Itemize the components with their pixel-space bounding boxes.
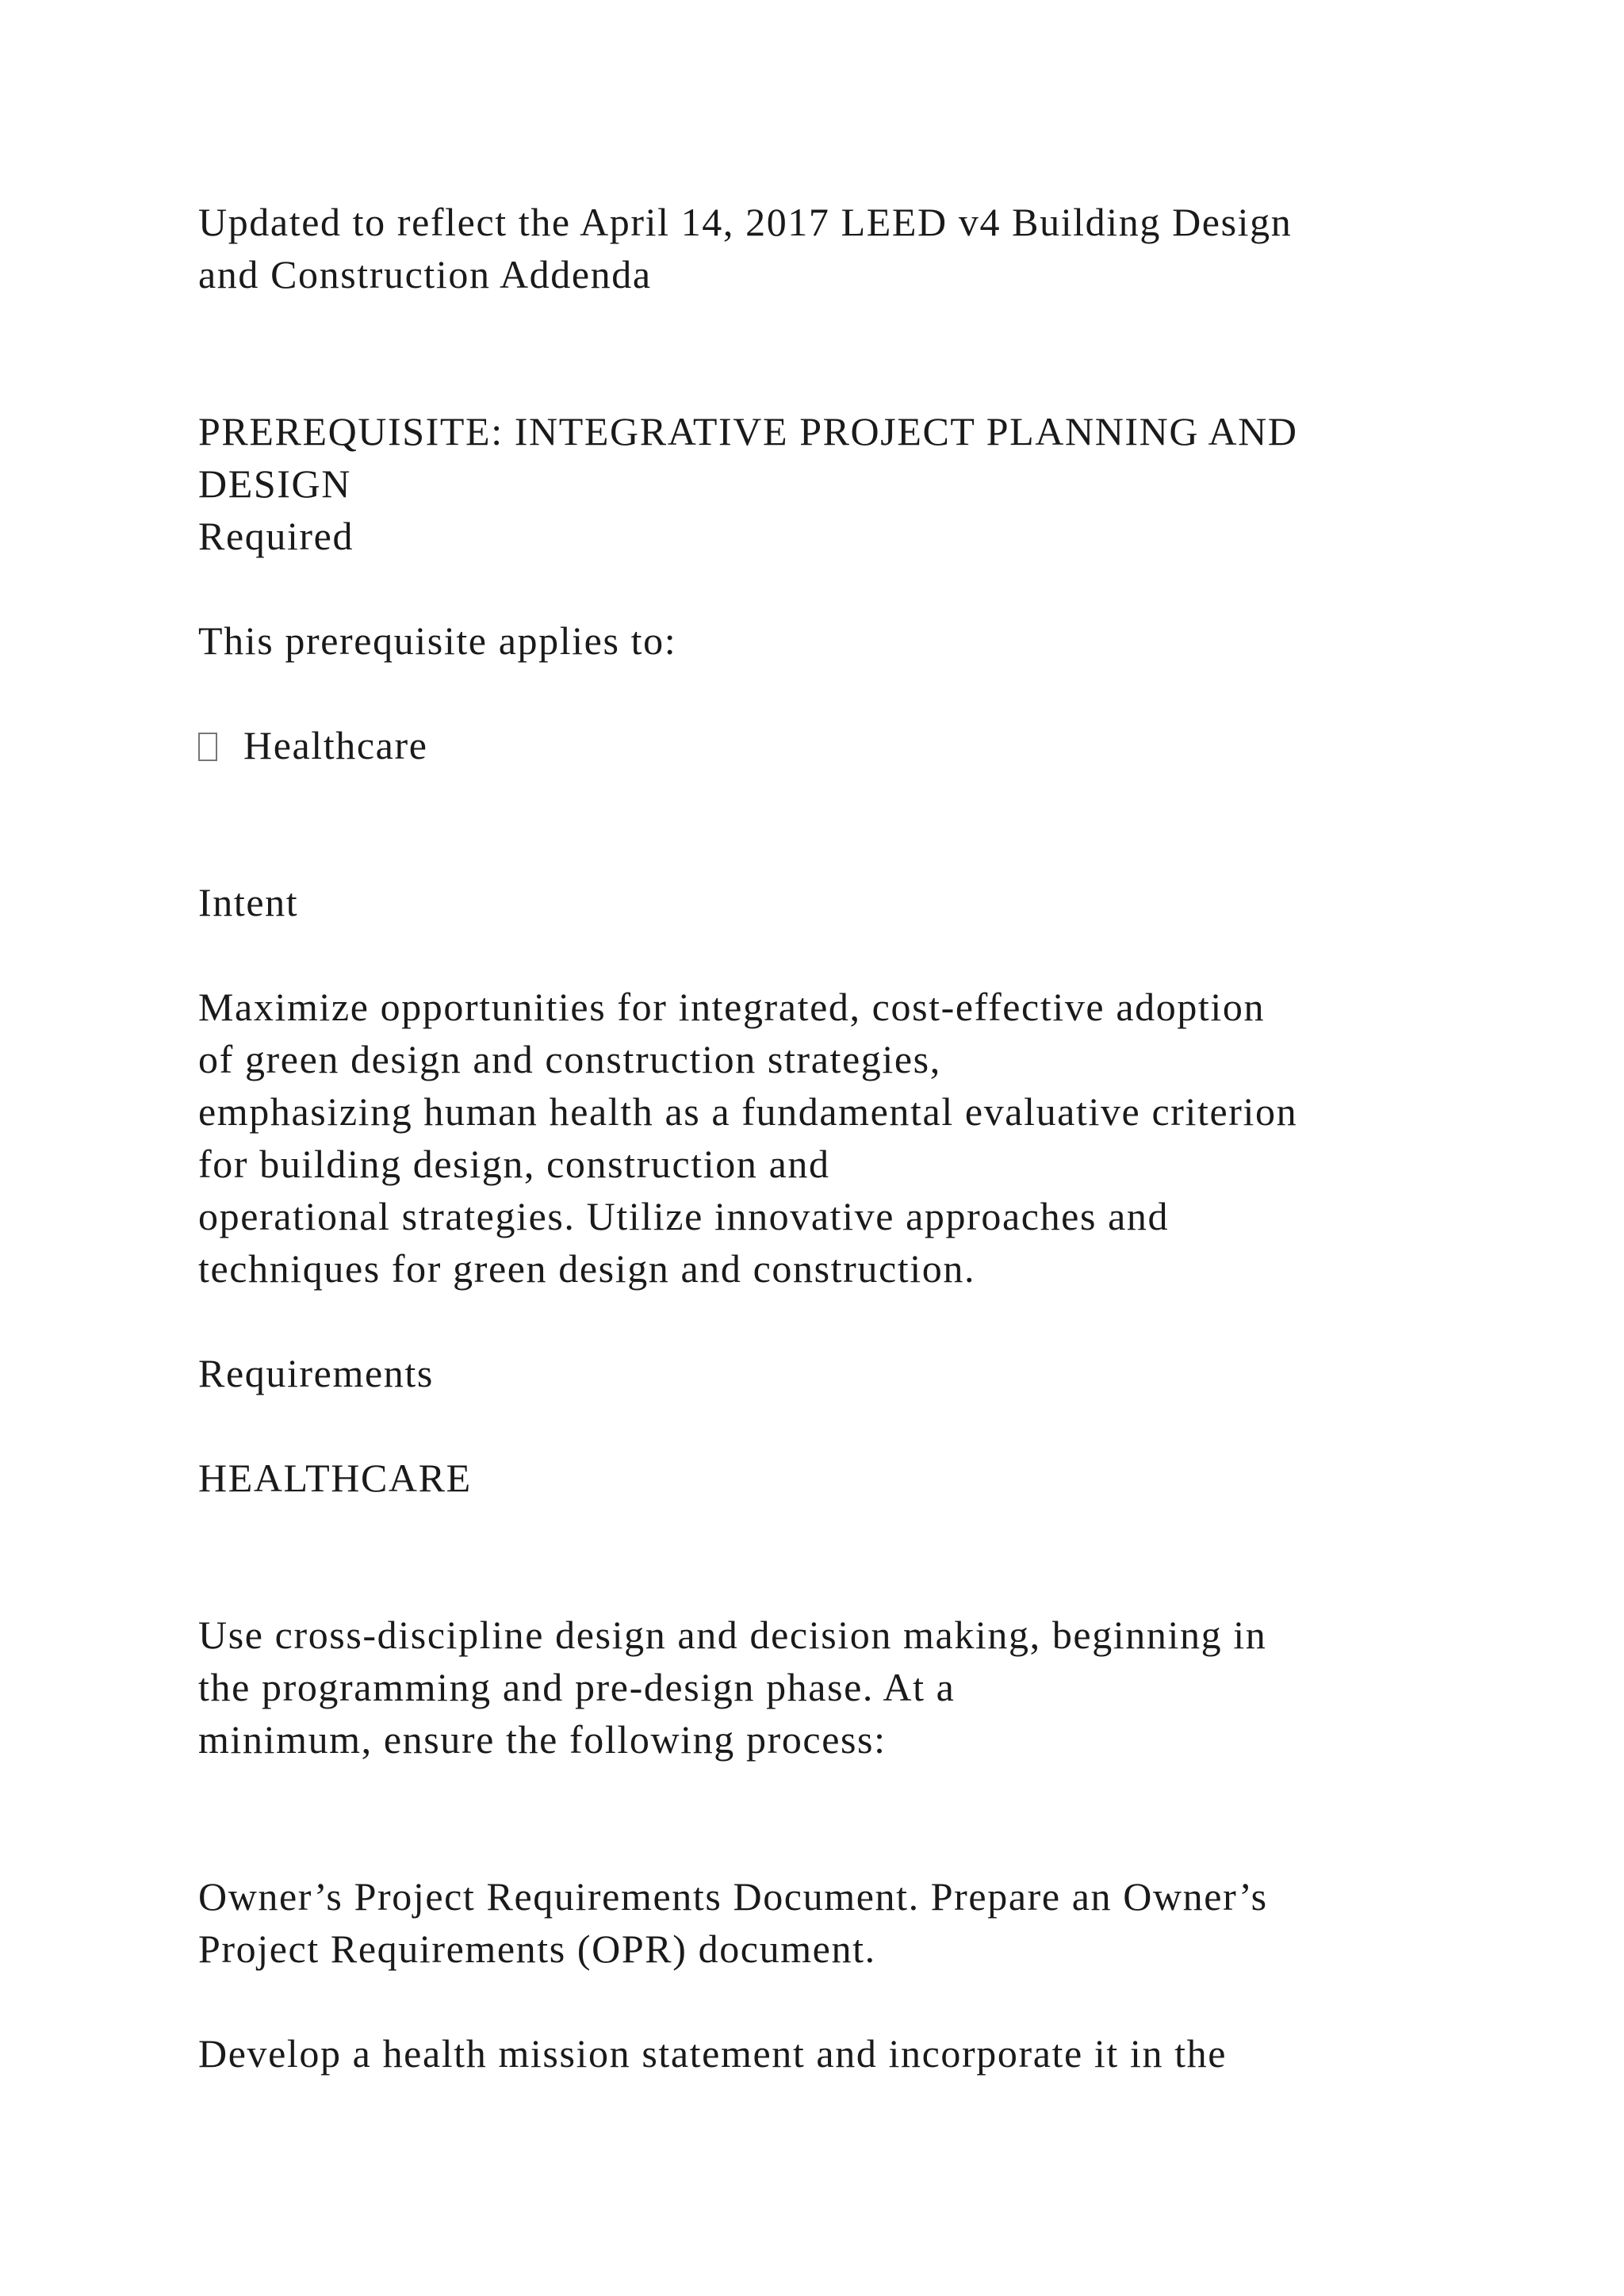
intent-text-line-1: Maximize opportunities for integrated, cost-effective adoption [198,985,1266,1029]
intent-text-line-5: operational strategies. Utilize innovative approaches and [198,1194,1170,1238]
header-note-line-1: Updated to reflect the April 14, 2017 LEED v4 Building Design [198,200,1293,244]
applies-to-label: This prerequisite applies to: [198,618,677,663]
intent-text-line-3: emphasizing human health as a fundamental evaluative criterion [198,1089,1298,1134]
missing-glyph-box-icon [198,733,217,761]
intent-text-line-2: of green design and construction strategies, [198,1037,941,1081]
requirements-heading: Requirements [198,1351,434,1395]
applies-to-item-healthcare [198,719,428,771]
applies-to-item-label: Healthcare [243,723,428,767]
intent-text-line-4: for building design, construction and [198,1142,830,1186]
prerequisite-status: Required [198,514,354,558]
requirements-text-line-1: Use cross-discipline design and decision making, beginning in [198,1613,1267,1657]
opr-text-line-2: Project Requirements (OPR) document. [198,1927,876,1971]
header-note-line-2: and Construction Addenda [198,252,652,297]
prerequisite-title-line-2: DESIGN [198,461,351,506]
intent-heading: Intent [198,880,299,924]
mission-text-line-1: Develop a health mission statement and incorporate it in the [198,2031,1228,2076]
prerequisite-title-line-1: PREREQUISITE: INTEGRATIVE PROJECT PLANNING AND [198,409,1298,453]
intent-text-line-6: techniques for green design and construction. [198,1246,976,1291]
opr-text-line-1: Owner’s Project Requirements Document. Prepare an Owner’s [198,1874,1268,1919]
requirements-text-line-2: the programming and pre-design phase. At a [198,1665,956,1709]
requirements-subheading: HEALTHCARE [198,1456,472,1500]
requirements-text-line-3: minimum, ensure the following process: [198,1717,887,1762]
